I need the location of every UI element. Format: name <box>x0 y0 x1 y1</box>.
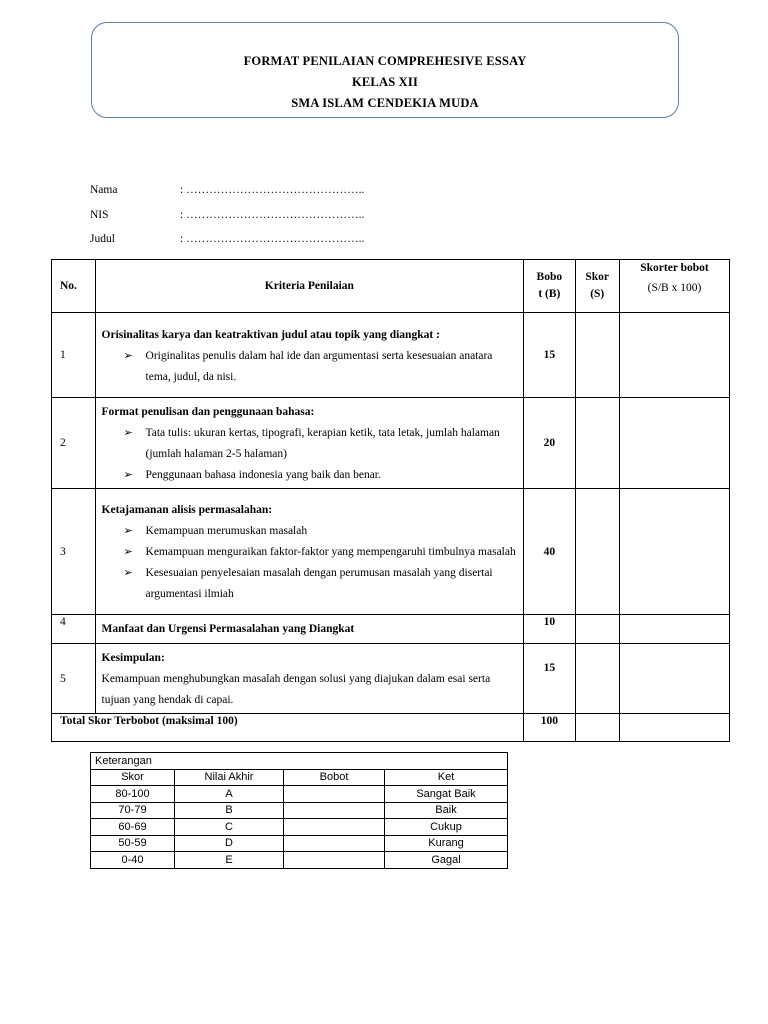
keterangan-cell: Baik <box>385 802 508 819</box>
keterangan-cell: 0-40 <box>91 852 175 869</box>
criteria-bullet <box>102 542 518 563</box>
keterangan-cell: 50-59 <box>91 835 175 852</box>
keterangan-cell: A <box>175 786 284 803</box>
total-row <box>52 714 730 742</box>
keterangan-cell: Gagal <box>385 852 508 869</box>
row-criteria <box>95 615 524 644</box>
keterangan-cell: 70-79 <box>91 802 175 819</box>
header-skorter-line2: (S/B x 100) <box>647 282 702 294</box>
arrow-bullet-icon: ➢ <box>123 427 133 439</box>
row-skorter-cell[interactable] <box>619 489 729 615</box>
keterangan-cell: C <box>175 819 284 836</box>
bullet-text: Kemampuan merumuskan masalah <box>145 525 308 537</box>
keterangan-cell <box>284 819 385 836</box>
keterangan-row <box>91 819 508 836</box>
keterangan-cell <box>284 852 385 869</box>
assessment-table <box>51 259 730 742</box>
keterangan-title-row <box>91 753 508 770</box>
identity-value: : ……………………………………….. <box>180 209 365 221</box>
header-skor-line1: Skor <box>585 271 610 283</box>
header-school: SMA ISLAM CENDEKIA MUDA <box>291 96 479 110</box>
arrow-bullet-icon: ➢ <box>123 349 133 362</box>
arrow-bullet-icon: ➢ <box>123 469 133 481</box>
header-criteria: Kriteria Penilaian <box>95 260 524 313</box>
row-criteria <box>95 489 524 615</box>
identity-value: : ……………………………………….. <box>180 184 365 196</box>
row-criteria <box>95 398 524 489</box>
criteria-title: Ketajamanan alisis permasalahan: <box>101 504 273 516</box>
total-skorter-cell[interactable] <box>619 714 729 742</box>
keterangan-cell: Kurang <box>385 835 508 852</box>
row-skor-cell[interactable] <box>575 313 619 398</box>
keterangan-cell <box>284 786 385 803</box>
total-skor-cell[interactable] <box>575 714 619 742</box>
identity-label: Nama <box>90 184 118 196</box>
total-bobot: 100 <box>524 714 575 742</box>
total-label: Total Skor Terbobot (maksimal 100) <box>52 714 524 742</box>
keterangan-row <box>91 835 508 852</box>
bullet-text: Originalitas penulis dalam hal ide dan argumentasi serta kesesuaian anatara tema, judul, da nisi. <box>145 349 493 383</box>
row-skor-cell[interactable] <box>575 398 619 489</box>
row-number: 4 <box>52 615 96 644</box>
header-skor <box>575 260 619 313</box>
header-skorter-line1: Skorter bobot <box>640 262 709 274</box>
identity-value: : ……………………………………….. <box>180 233 365 245</box>
identity-label: NIS <box>90 209 109 221</box>
keterangan-cell: Cukup <box>385 819 508 836</box>
criteria-title: Kesimpulan: <box>101 652 165 664</box>
keterangan-cell <box>284 802 385 819</box>
header-bobot <box>524 260 575 313</box>
table-row <box>52 615 730 644</box>
row-bobot: 40 <box>524 489 575 615</box>
header-skorter <box>619 260 729 313</box>
row-criteria <box>95 313 524 398</box>
criteria-title: Orisinalitas karya dan keatraktivan judul atau topik yang diangkat : <box>101 328 440 341</box>
keterangan-header: Nilai Akhir <box>175 769 284 786</box>
keterangan-cell: D <box>175 835 284 852</box>
keterangan-header: Bobot <box>284 769 385 786</box>
keterangan-table <box>90 752 508 869</box>
row-bobot: 15 <box>524 313 575 398</box>
row-skorter-cell[interactable] <box>619 644 729 714</box>
table-row <box>52 489 730 615</box>
keterangan-cell: Sangat Baik <box>385 786 508 803</box>
keterangan-row <box>91 786 508 803</box>
keterangan-row <box>91 802 508 819</box>
bullet-text: Kemampuan menguraikan faktor-faktor yang mempengaruhi timbulnya masalah <box>145 546 516 558</box>
row-number: 5 <box>52 644 96 714</box>
header-bobot-line1: Bobo <box>536 271 563 283</box>
header-skor-line2: (S) <box>590 288 605 300</box>
arrow-bullet-icon: ➢ <box>123 525 133 537</box>
criteria-bullet <box>102 465 518 486</box>
row-number: 3 <box>52 489 96 615</box>
header-class: KELAS XII <box>351 75 419 89</box>
document-header <box>91 22 679 118</box>
row-bobot: 20 <box>524 398 575 489</box>
row-skor-cell[interactable] <box>575 644 619 714</box>
bullet-text: Kesesuaian penyelesaian masalah dengan perumusan masalah yang disertai argumentasi ilmiah <box>145 567 493 600</box>
row-bobot: 10 <box>524 615 575 644</box>
keterangan-cell: B <box>175 802 284 819</box>
row-number: 1 <box>52 313 96 398</box>
criteria-bullet <box>102 521 518 542</box>
row-skor-cell[interactable] <box>575 489 619 615</box>
table-row <box>52 398 730 489</box>
identity-label: Judul <box>90 233 115 245</box>
keterangan-cell: 80-100 <box>91 786 175 803</box>
keterangan-cell: E <box>175 852 284 869</box>
keterangan-header-row <box>91 769 508 786</box>
table-row <box>52 313 730 398</box>
keterangan-header: Skor <box>91 769 175 786</box>
arrow-bullet-icon: ➢ <box>123 567 133 579</box>
criteria-title: Format penulisan dan penggunaan bahasa: <box>101 406 315 418</box>
table-row <box>52 644 730 714</box>
row-criteria <box>95 644 524 714</box>
keterangan-cell: 60-69 <box>91 819 175 836</box>
header-no: No. <box>52 260 96 313</box>
keterangan-header: Ket <box>385 769 508 786</box>
row-skorter-cell[interactable] <box>619 615 729 644</box>
row-skor-cell[interactable] <box>575 615 619 644</box>
criteria-title: Manfaat dan Urgensi Permasalahan yang Diangkat <box>101 622 355 635</box>
bullet-text: Tata tulis: ukuran kertas, tipografi, kerapian ketik, tata letak, jumlah halaman (jumlah halaman 2-5 halaman) <box>145 427 500 460</box>
keterangan-row <box>91 852 508 869</box>
row-bobot: 15 <box>524 644 575 714</box>
criteria-bullet <box>102 346 518 388</box>
row-number: 2 <box>52 398 96 489</box>
table-header-row <box>52 260 730 313</box>
header-bobot-line2: t (B) <box>538 288 561 300</box>
keterangan-cell <box>284 835 385 852</box>
criteria-bullet <box>102 423 518 465</box>
row-skorter-cell[interactable] <box>619 398 729 489</box>
arrow-bullet-icon: ➢ <box>123 546 133 558</box>
criteria-bullet <box>102 563 518 605</box>
criteria-text: Kemampuan menghubungkan masalah dengan solusi yang diajukan dalam esai serta tujuan yang hendak di capai. <box>101 673 491 706</box>
bullet-text: Penggunaan bahasa indonesia yang baik dan benar. <box>145 469 381 481</box>
keterangan-title: Keterangan <box>91 753 508 770</box>
header-title: FORMAT PENILAIAN COMPREHESIVE ESSAY <box>243 54 527 68</box>
row-skorter-cell[interactable] <box>619 313 729 398</box>
